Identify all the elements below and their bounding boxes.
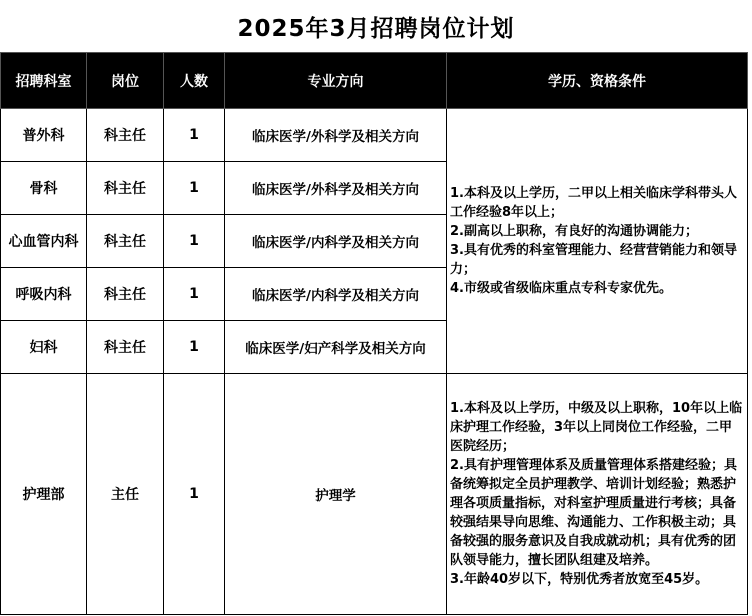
count-cell: 1 [164, 268, 225, 321]
column-header-post: 岗位 [87, 53, 164, 109]
post-cell: 科主任 [87, 109, 164, 162]
direction-cell: 临床医学/外科学及相关方向 [225, 162, 447, 215]
requirement-item: 1.本科及以上学历，中级及以上职称，10年以上临床护理工作经验，3年以上同岗位工作经验，二甲医院经历； [450, 401, 743, 454]
column-header-direction: 专业方向 [225, 53, 447, 109]
dept-cell: 普外科 [1, 109, 87, 162]
count-cell: 1 [164, 374, 225, 615]
requirement-item: 2.具有护理管理体系及质量管理体系搭建经验；具备统筹拟定全员护理教学、培训计划经验；熟悉护理各项质量指标，对科室护理质量进行考核；具备较强结果导向思维、沟通能力、工作积极主动；具备较强的服务意识及自我成就动机；具有优秀的团队领导能力，擅长团队组建及培养。 [450, 458, 737, 568]
requirement-item: 4.市级或省级临床重点专科专家优先。 [450, 281, 672, 296]
count-cell: 1 [164, 162, 225, 215]
count-cell: 1 [164, 109, 225, 162]
table-header-row [1, 53, 748, 109]
direction-cell: 临床医学/内科学及相关方向 [225, 215, 447, 268]
post-cell: 主任 [87, 374, 164, 615]
post-cell: 科主任 [87, 162, 164, 215]
column-header-count: 人数 [164, 53, 225, 109]
requirements-cell-nursing [447, 374, 748, 615]
dept-cell: 心血管内科 [1, 215, 87, 268]
requirement-item: 3.年龄40岁以下，特别优秀者放宽至45岁。 [450, 572, 709, 587]
count-cell: 1 [164, 321, 225, 374]
direction-cell: 护理学 [225, 374, 447, 615]
post-cell: 科主任 [87, 268, 164, 321]
dept-cell: 呼吸内科 [1, 268, 87, 321]
count-cell: 1 [164, 215, 225, 268]
dept-cell: 妇科 [1, 321, 87, 374]
page-title: 2025年3月招聘岗位计划 [237, 15, 515, 42]
post-cell: 科主任 [87, 215, 164, 268]
direction-cell: 临床医学/妇产科学及相关方向 [225, 321, 447, 374]
dept-cell: 护理部 [1, 374, 87, 615]
column-header-dept: 招聘科室 [1, 53, 87, 109]
direction-cell: 临床医学/外科学及相关方向 [225, 109, 447, 162]
post-cell: 科主任 [87, 321, 164, 374]
dept-cell: 骨科 [1, 162, 87, 215]
requirement-item: 3.具有优秀的科室管理能力、经营营销能力和领导力； [450, 243, 737, 277]
requirement-item: 1.本科及以上学历，二甲以上相关临床学科带头人工作经验8年以上； [450, 186, 737, 220]
table-row [1, 374, 748, 615]
direction-cell: 临床医学/内科学及相关方向 [225, 268, 447, 321]
table-row [1, 109, 748, 162]
requirement-item: 2.副高以上职称，有良好的沟通协调能力； [450, 224, 698, 239]
requirements-cell-director [447, 109, 748, 374]
recruitment-table [0, 52, 748, 615]
column-header-requirements: 学历、资格条件 [447, 53, 748, 109]
